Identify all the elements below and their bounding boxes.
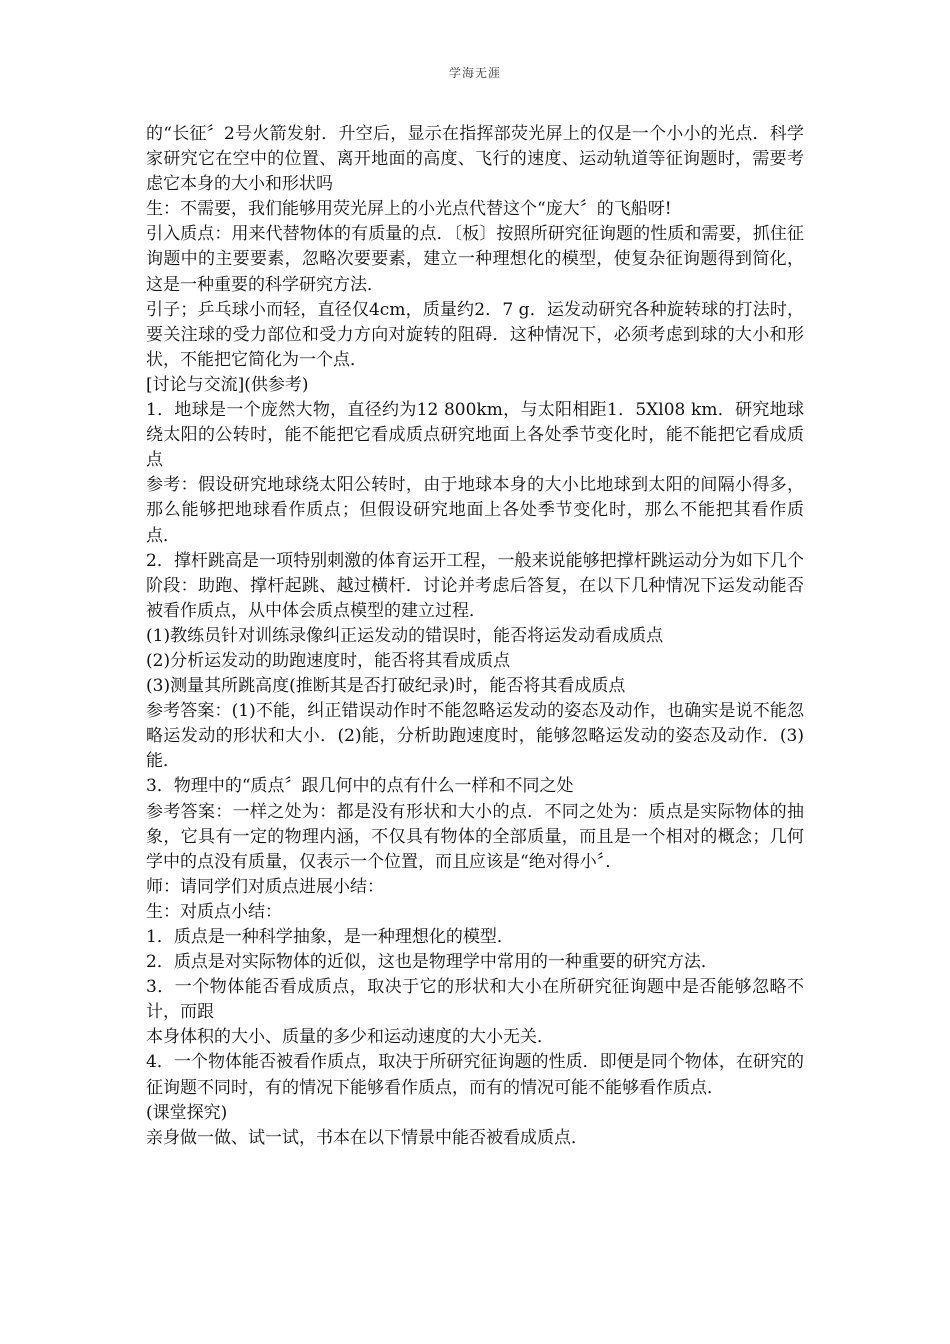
paragraph-particle-intro: 引入质点：用来代替物体的有质量的点．〔板〕按照所研究征询题的性质和需要，抓住征询题中的主要要素，忽略次要要素，建立一种理想化的模型，使复杂征询题得到简化，这是一种重要的科学研究方法． — [146, 224, 804, 295]
page-header: 学海无涯 — [448, 66, 501, 80]
paragraph-question-1: 1．地球是一个庞然大物，直径约为12 800km，与太阳相距1．5Xl08 km．研究地球绕太阳的公转时，能不能把它看成质点研究地面上各处季节变化时，能不能把它看成质点 — [146, 400, 804, 471]
paragraph-question-2-part-2: (2)分析运发动的助跑速度时，能否将其看成质点 — [146, 650, 511, 671]
paragraph-discussion-heading: [讨论与交流](供参考) — [146, 374, 309, 395]
paragraph-reference-3: 参考答案：一样之处为：都是没有形状和大小的点．不同之处为：质点是实际物体的抽象，它具有一定的物理内涵，不仅具有物体的全部质量，而且是一个相对的概念；几何学中的点没有质量，仅表示一个位置，而且应该是“绝对得小〞． — [146, 801, 804, 872]
paragraph-student-answer: 生：不需要，我们能够用荧光屏上的小光点代替这个“庞大〞的飞船呀! — [146, 199, 672, 220]
paragraph-question-2-part-1: (1)教练员针对训练录像纠正运发动的错误时，能否将运发动看成质点 — [146, 625, 664, 646]
paragraph-summary-1: 1．质点是一种科学抽象，是一种理想化的模型． — [146, 927, 514, 947]
paragraph-pingpong-example: 引子；乒乓球小而轻，直径仅4cm，质量约2．7 g．运发动研究各种旋转球的打法时，要关注球的受力部位和受力方向对旋转的阻碍．这种情况下，必须考虑到球的大小和形状，不能把它简化为一个点． — [146, 299, 804, 370]
paragraph-summary-2: 2．质点是对实际物体的近似，这也是物理学中常用的一种重要的研究方法． — [146, 952, 718, 973]
paragraph-student-summary: 生：对质点小结： — [146, 901, 282, 922]
paragraph-inquiry-prompt: 亲身做一做、试一试，书本在以下情景中能否被看成质点． — [146, 1127, 588, 1148]
paragraph-rocket-question: 的“长征〞2号火箭发射．升空后，显示在指挥部荧光屏上的仅是一个小小的光点．科学家研究它在空中的位置、离开地面的高度、飞行的速度、运动轨道等征询题时，需要考虑它本身的大小和形状吗 — [146, 124, 804, 195]
paragraph-teacher-prompt: 师：请同学们对质点进展小结： — [146, 876, 384, 897]
paragraph-reference-2: 参考答案：(1)不能，纠正错误动作时不能忽略运发动的姿态及动作，也确实是说不能忽略运发动的形状和大小．(2)能，分析助跑速度时，能够忽略运发动的姿态及动作．(3)能． — [146, 701, 804, 772]
paragraph-summary-4: 4．一个物体能否被看作质点，取决于所研究征询题的性质．即便是同个物体，在研究的征询题不同时，有的情况下能够看作质点，而有的情况可能不能够看作质点． — [146, 1052, 804, 1098]
paragraph-inquiry-heading: (课堂探究) — [146, 1102, 228, 1123]
paragraph-summary-3: 3．一个物体能否看成质点，取决于它的形状和大小在所研究征询题中是否能够忽略不计，而跟 — [146, 977, 804, 1023]
paragraph-question-2-part-3: (3)测量其所跳高度(推断其是否打破纪录)时，能否将其看成质点 — [146, 676, 626, 697]
paragraph-question-3: 3．物理中的“质点〞跟几何中的点有什么一样和不同之处 — [146, 776, 574, 797]
paragraph-question-2: 2．撑杆跳高是一项特别刺激的体育运开工程，一般来说能够把撑杆跳运动分为如下几个阶段：助跑、撑杆起跳、越过横杆．讨论并考虑后答复，在以下几种情况下运发动能否被看作质点，从中体会质点模型的建立过程． — [146, 550, 804, 621]
paragraph-reference-1: 参考：假设研究地球绕太阳公转时，由于地球本身的大小比地球到太阳的间隔小得多，那么能够把地球看作质点；但假设研究地面上各处季节变化时，那么不能把其看作质点． — [146, 475, 804, 546]
document-body — [146, 122, 804, 1151]
paragraph-summary-3-continued: 本身体积的大小、质量的多少和运动速度的大小无关． — [146, 1027, 554, 1048]
